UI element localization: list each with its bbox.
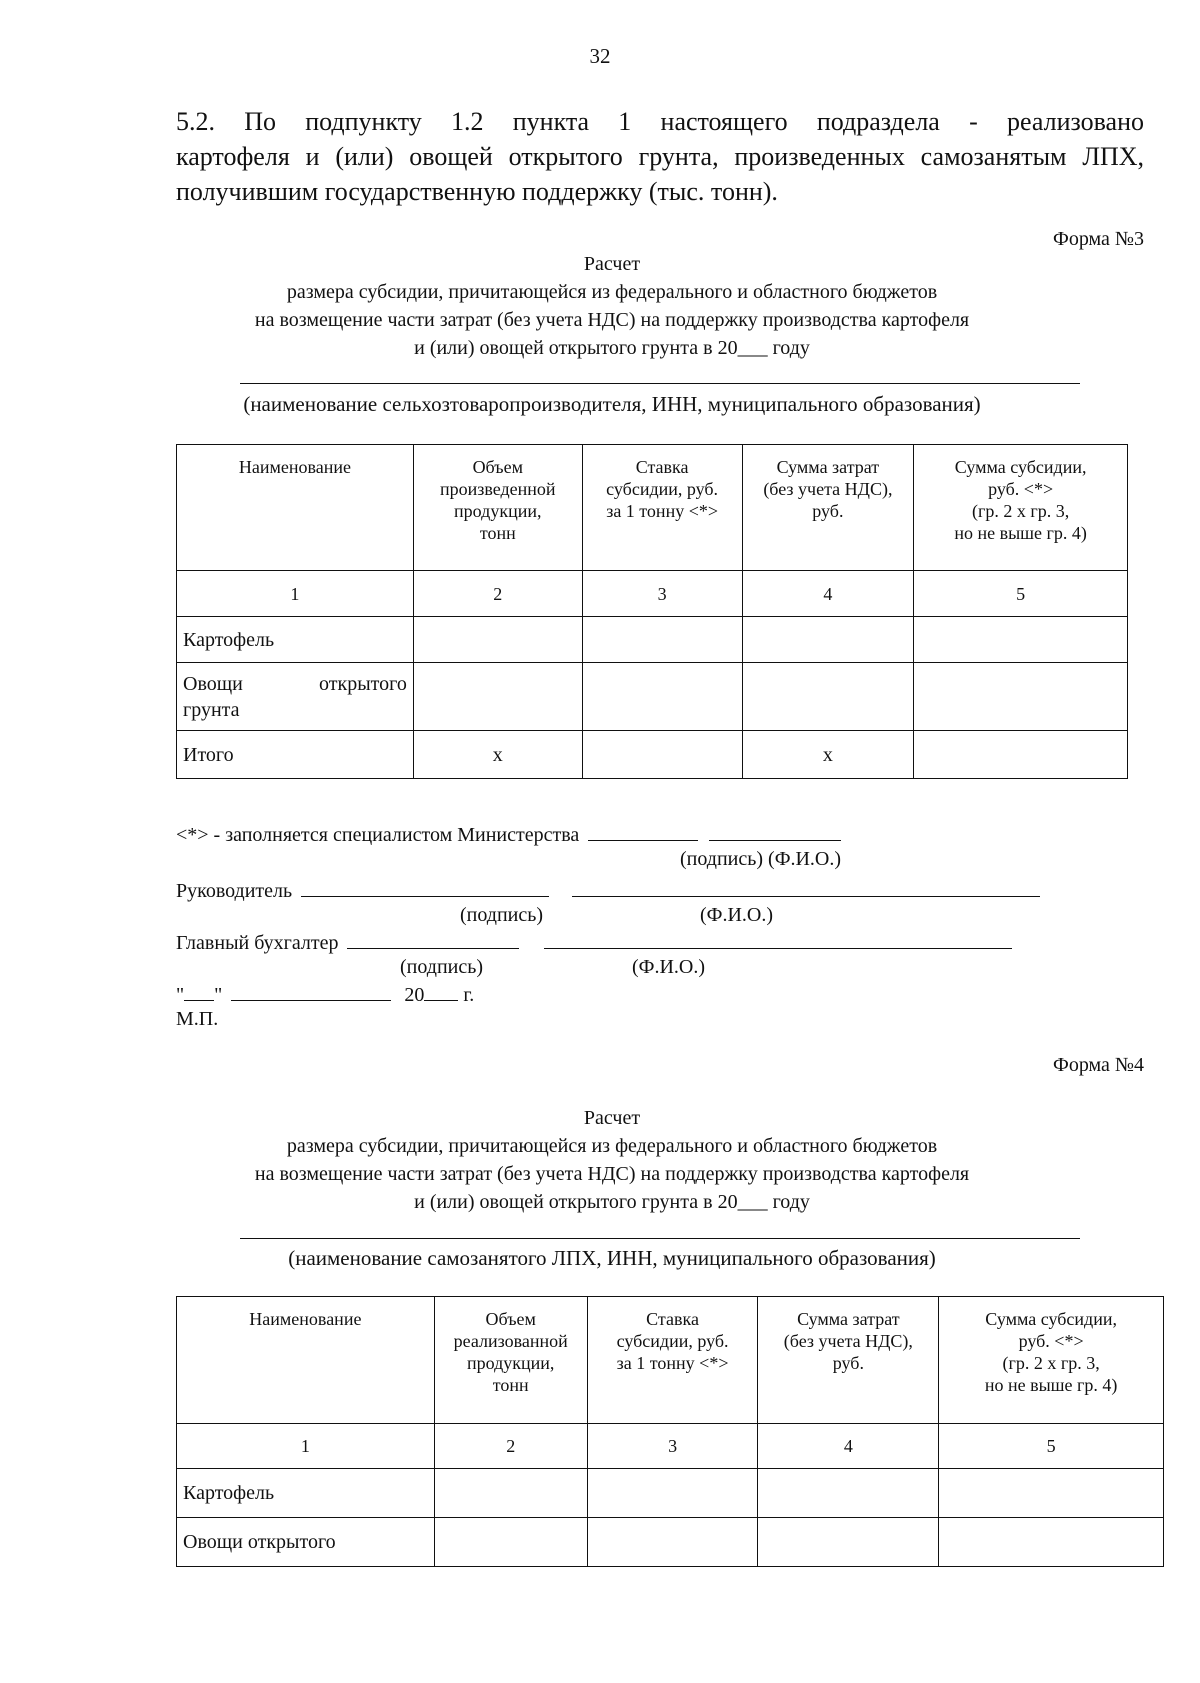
form4-cell[interactable] xyxy=(434,1518,587,1567)
form3-number-row xyxy=(177,571,1128,617)
form4-heading xyxy=(12,1104,1200,1216)
intro-line-3: получившим государственную поддержку (тыс. тонн). xyxy=(176,177,778,206)
form4-subtitle-1: размера субсидии, причитающейся из федерального и областного бюджетов xyxy=(286,1135,938,1157)
date-line: " " 20 г. xyxy=(176,984,475,1006)
stamp-label: М.П. xyxy=(176,1008,219,1030)
form4-col-number: 1 xyxy=(177,1424,435,1469)
form3-name-line[interactable] xyxy=(240,383,1080,384)
form3-col-number: 2 xyxy=(413,571,582,617)
form3-cell[interactable] xyxy=(914,617,1128,663)
form4-cell[interactable] xyxy=(587,1518,758,1567)
form3-cell[interactable] xyxy=(582,617,742,663)
form4-number-row xyxy=(177,1424,1164,1469)
form4-cell[interactable] xyxy=(758,1469,939,1518)
form4-col-number: 4 xyxy=(758,1424,939,1469)
form3-col-number: 4 xyxy=(742,571,914,617)
form3-cell[interactable] xyxy=(914,731,1128,779)
form4-header-row xyxy=(177,1297,1164,1424)
accountant-sign-caption: (подпись) xyxy=(400,956,484,978)
date-day-line[interactable] xyxy=(184,982,214,1001)
head-fio-line[interactable] xyxy=(572,878,1040,897)
form4-cell[interactable] xyxy=(587,1469,758,1518)
form3-heading xyxy=(12,250,1200,362)
form3-header-volume: Объем произведенной продукции, тонн xyxy=(413,445,582,571)
form3-cell-x: x xyxy=(413,731,582,779)
ministry-fio-line[interactable] xyxy=(709,822,841,841)
intro-line-1: 5.2. По подпункту 1.2 пункта 1 настоящего подраздела - реализовано xyxy=(176,107,1144,136)
form4-caption: (наименование самозанятого ЛПХ, ИНН, муниципального образования) xyxy=(288,1246,936,1270)
form3-header-row xyxy=(177,445,1128,571)
form3-header-name: Наименование xyxy=(177,445,414,571)
form3-col-number: 3 xyxy=(582,571,742,617)
form3-subtitle-3: и (или) овощей открытого грунта в 20___ году xyxy=(414,337,810,359)
head-line: Руководитель xyxy=(176,878,1040,903)
head-sign-caption: (подпись) xyxy=(460,904,544,926)
accountant-fio-line[interactable] xyxy=(544,930,1012,949)
form4-table xyxy=(176,1296,1164,1567)
footnote-caption: (подпись) (Ф.И.О.) xyxy=(680,848,842,870)
head-fio-caption: (Ф.И.О.) xyxy=(700,904,774,926)
footnote-line: <*> - заполняется специалистом Министерства xyxy=(176,822,841,847)
intro-paragraph xyxy=(176,104,1144,209)
form3-cell[interactable] xyxy=(582,731,742,779)
form3-row-label: Овощи открытого грунта xyxy=(177,663,414,731)
form4-cell[interactable] xyxy=(939,1469,1164,1518)
form4-cell[interactable] xyxy=(939,1518,1164,1567)
form4-row-label: Овощи открытого xyxy=(177,1518,435,1567)
form4-title: Расчет xyxy=(583,1107,641,1129)
form3-row-vegetables xyxy=(177,663,1128,731)
form3-row-label: Картофель xyxy=(177,617,414,663)
form3-title: Расчет xyxy=(583,253,641,275)
form4-col-number: 3 xyxy=(587,1424,758,1469)
form3-row-label: Итого xyxy=(177,731,414,779)
form3-cell[interactable] xyxy=(582,663,742,731)
form3-col-number: 1 xyxy=(177,571,414,617)
page-number: 32 xyxy=(589,44,611,68)
form3-header-rate: Ставка субсидии, руб. за 1 тонну <*> xyxy=(582,445,742,571)
form3-subtitle-2: на возмещение части затрат (без учета НДС) на поддержку производства картофеля xyxy=(254,309,970,331)
form3-label: Форма №3 xyxy=(1053,228,1144,250)
form4-label: Форма №4 xyxy=(1053,1054,1144,1076)
form4-col-number: 2 xyxy=(434,1424,587,1469)
accountant-signature-line[interactable] xyxy=(347,930,519,949)
form4-name-line[interactable] xyxy=(240,1238,1080,1239)
form3-cell[interactable] xyxy=(742,663,914,731)
form3-row-potato xyxy=(177,617,1128,663)
form4-col-number: 5 xyxy=(939,1424,1164,1469)
form3-subtitle-1: размера субсидии, причитающейся из федерального и областного бюджетов xyxy=(286,281,938,303)
form3-cell[interactable] xyxy=(413,663,582,731)
form3-cell[interactable] xyxy=(914,663,1128,731)
head-signature-line[interactable] xyxy=(301,878,549,897)
form4-header-costs: Сумма затрат (без учета НДС), руб. xyxy=(758,1297,939,1424)
form4-header-rate: Ставка субсидии, руб. за 1 тонну <*> xyxy=(587,1297,758,1424)
form3-cell[interactable] xyxy=(413,617,582,663)
intro-line-2: картофеля и (или) овощей открытого грунта, произведенных самозанятым ЛПХ, xyxy=(176,142,1144,171)
ministry-signature-line[interactable] xyxy=(588,822,698,841)
form3-cell[interactable] xyxy=(742,617,914,663)
form4-row-potato xyxy=(177,1469,1164,1518)
form3-caption: (наименование сельхозтоваропроизводителя, ИНН, муниципального образования) xyxy=(243,392,981,416)
form4-cell[interactable] xyxy=(434,1469,587,1518)
form3-cell-x: x xyxy=(742,731,914,779)
form4-row-vegetables xyxy=(177,1518,1164,1567)
form3-header-subsidy: Сумма субсидии, руб. <*> (гр. 2 x гр. 3, но не выше гр. 4) xyxy=(914,445,1128,571)
accountant-line: Главный бухгалтер xyxy=(176,930,1012,955)
date-year-line[interactable] xyxy=(424,982,458,1001)
form4-header-volume: Объем реализованной продукции, тонн xyxy=(434,1297,587,1424)
form4-cell[interactable] xyxy=(758,1518,939,1567)
date-month-line[interactable] xyxy=(231,982,391,1001)
form3-row-total xyxy=(177,731,1128,779)
accountant-fio-caption: (Ф.И.О.) xyxy=(632,956,706,978)
form3-table xyxy=(176,444,1128,779)
form3-header-costs: Сумма затрат (без учета НДС), руб. xyxy=(742,445,914,571)
form3-col-number: 5 xyxy=(914,571,1128,617)
form4-header-subsidy: Сумма субсидии, руб. <*> (гр. 2 x гр. 3, но не выше гр. 4) xyxy=(939,1297,1164,1424)
form4-header-name: Наименование xyxy=(177,1297,435,1424)
form4-row-label: Картофель xyxy=(177,1469,435,1518)
form4-subtitle-3: и (или) овощей открытого грунта в 20___ году xyxy=(414,1191,810,1213)
form4-subtitle-2: на возмещение части затрат (без учета НДС) на поддержку производства картофеля xyxy=(254,1163,970,1185)
